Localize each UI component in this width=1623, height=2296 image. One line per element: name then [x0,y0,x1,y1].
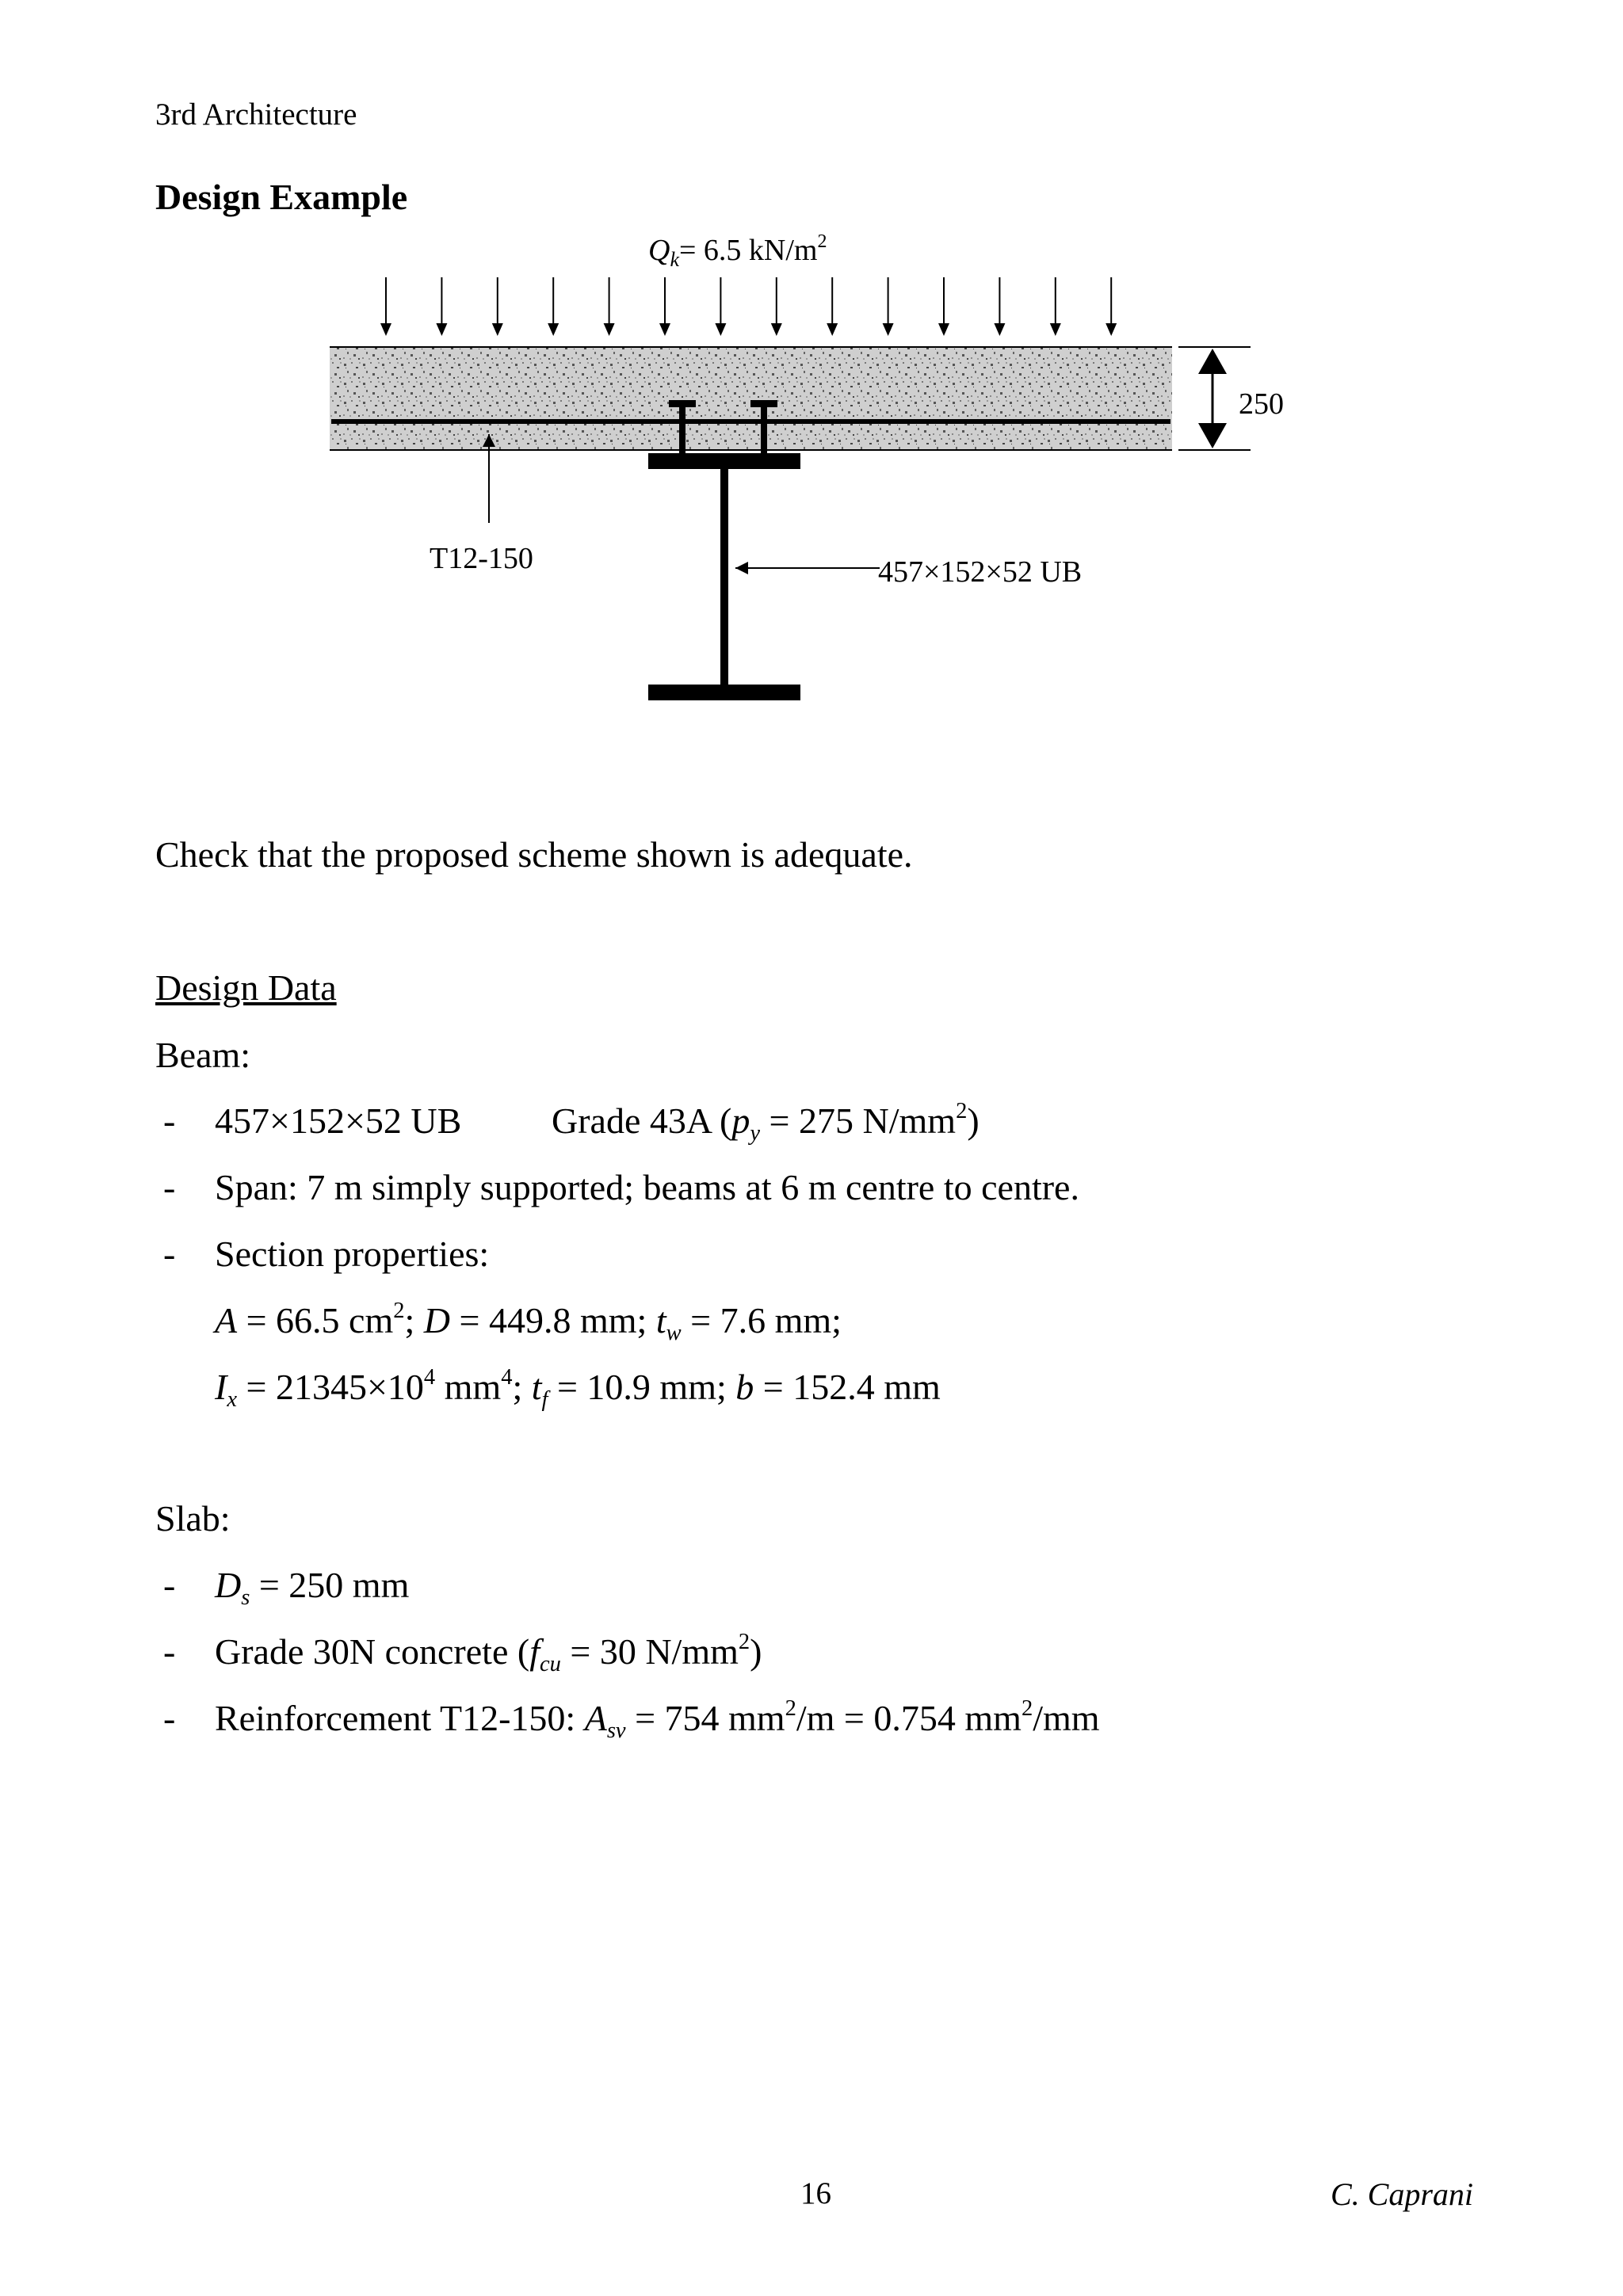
author: C. Caprani [1331,2176,1474,2212]
bullet: - [163,1100,176,1141]
intro-text: Check that the proposed scheme shown is adequate. [155,834,913,875]
composite-beam-diagram [0,0,1623,753]
section-properties-line-2: $I_x = 21345\times 10^4$ $mm^4$; $t_f = 10.9$ mm; b = 152.4 mm [215,1365,941,1412]
load-arrow-head [883,323,894,336]
load-arrow-head [604,323,615,336]
beam-section: 457×152×52 UB [215,1100,462,1141]
design-data-heading: Design Data [155,967,337,1008]
steel-i-beam [648,453,800,700]
beam-grade: Grade 43A ($p_y = 275$ $N/mm^2$) [552,1099,980,1146]
load-arrow-head [1106,323,1117,336]
load-arrow-head [715,323,726,336]
bullet: - [163,1234,176,1274]
load-arrow-head [659,323,670,336]
load-arrow-head [1050,323,1061,336]
beam-section-item [215,1100,461,1142]
load-arrow-head [771,323,782,336]
slab-heading: Slab: [155,1498,231,1539]
bullet: - [163,1631,176,1672]
slab-concrete-item: Grade 30N concrete ($f_{cu} = 30$ $N/mm^2$) [215,1630,762,1676]
section-properties-item: Section properties: [215,1234,490,1274]
beam-label: 457×152×52 UB [878,555,1083,589]
concrete-slab [330,347,1172,450]
slab-depth-label: 250 [1239,387,1284,421]
slab-depth-item: $D_s = 250$ mm [215,1565,410,1610]
beam-heading: Beam: [155,1035,251,1075]
bullet: - [163,1698,176,1738]
load-arrow-head [492,323,503,336]
load-arrow-head [827,323,838,336]
section-properties-line-1: A = 66.5 $cm^2$; D = 449.8 mm; $t_w = 7.6$ mm; [215,1299,842,1345]
beam-span-item: Span: 7 m simply supported; beams at 6 m centre to centre. [215,1167,1079,1207]
slab-reinforcement-item: Reinforcement T12-150: $A_{sv} = 754$ $mm^2/m = 0.754$ $mm^2/mm$ [215,1696,1100,1743]
load-arrow-head [938,323,949,336]
page-number: 16 [800,2176,831,2210]
load-arrow-head [436,323,447,336]
running-header: 3rd Architecture [155,97,357,132]
load-label: $Q_k= 6.5$ $kN/m^2$ [648,231,827,271]
rebar-label: T12-150 [430,542,533,575]
load-arrow-head [994,323,1005,336]
load-arrow-head [380,323,391,336]
section-title: Design Example [155,177,408,217]
load-arrow-head [548,323,559,336]
bullet: - [163,1565,176,1605]
distributed-load-arrows [380,277,1117,336]
bullet: - [163,1167,176,1207]
